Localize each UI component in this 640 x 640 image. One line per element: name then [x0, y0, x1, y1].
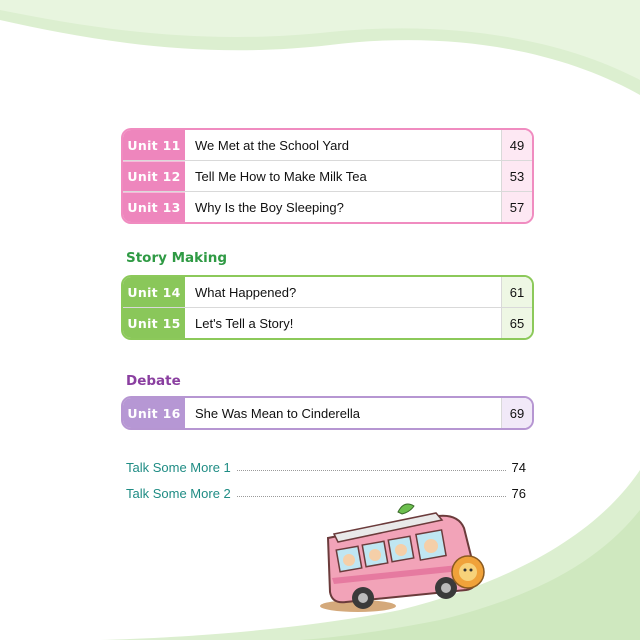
- page-number: 65: [501, 308, 532, 338]
- dotted-leader: [237, 469, 506, 471]
- toc-row[interactable]: [123, 160, 532, 191]
- toc-row[interactable]: [123, 191, 532, 222]
- unit-label: Unit 14: [123, 277, 185, 307]
- section-heading-story-making: Story Making: [126, 250, 228, 266]
- unit-title: Tell Me How to Make Milk Tea: [195, 168, 367, 184]
- toc-row[interactable]: [123, 398, 532, 428]
- toc-group-story-making: [121, 275, 534, 340]
- page-number: 57: [501, 192, 532, 222]
- toc-row[interactable]: [123, 130, 532, 160]
- bus-illustration: [318, 498, 488, 616]
- entry-label: Talk Some More 1: [126, 459, 231, 475]
- unit-title: We Met at the School Yard: [195, 137, 349, 153]
- toc-row[interactable]: [123, 277, 532, 307]
- toc-row[interactable]: [123, 307, 532, 338]
- unit-title: Let's Tell a Story!: [195, 315, 294, 331]
- toc-group-1: [121, 128, 534, 224]
- unit-label: Unit 11: [123, 130, 185, 160]
- section-heading-debate: Debate: [126, 373, 181, 389]
- unit-label: Unit 15: [123, 308, 185, 338]
- page-number: 49: [501, 130, 532, 160]
- unit-title: What Happened?: [195, 284, 297, 300]
- unit-title: She Was Mean to Cinderella: [195, 405, 360, 421]
- unit-label: Unit 12: [123, 161, 185, 192]
- page-number: 61: [501, 277, 532, 307]
- page-number: 74: [511, 459, 526, 475]
- top-wave-decoration: [0, 0, 640, 110]
- toc-group-debate: [121, 396, 534, 430]
- unit-title: Why Is the Boy Sleeping?: [195, 199, 344, 215]
- entry-label: Talk Some More 2: [126, 485, 231, 501]
- page-number: 53: [501, 161, 532, 191]
- unit-label: Unit 16: [123, 398, 185, 428]
- page-number: 76: [511, 485, 526, 501]
- unit-label: Unit 13: [123, 192, 185, 223]
- dotted-leader: [237, 495, 506, 497]
- page-number: 69: [501, 398, 532, 428]
- toc-entry-talk-some-more-1[interactable]: [126, 458, 526, 476]
